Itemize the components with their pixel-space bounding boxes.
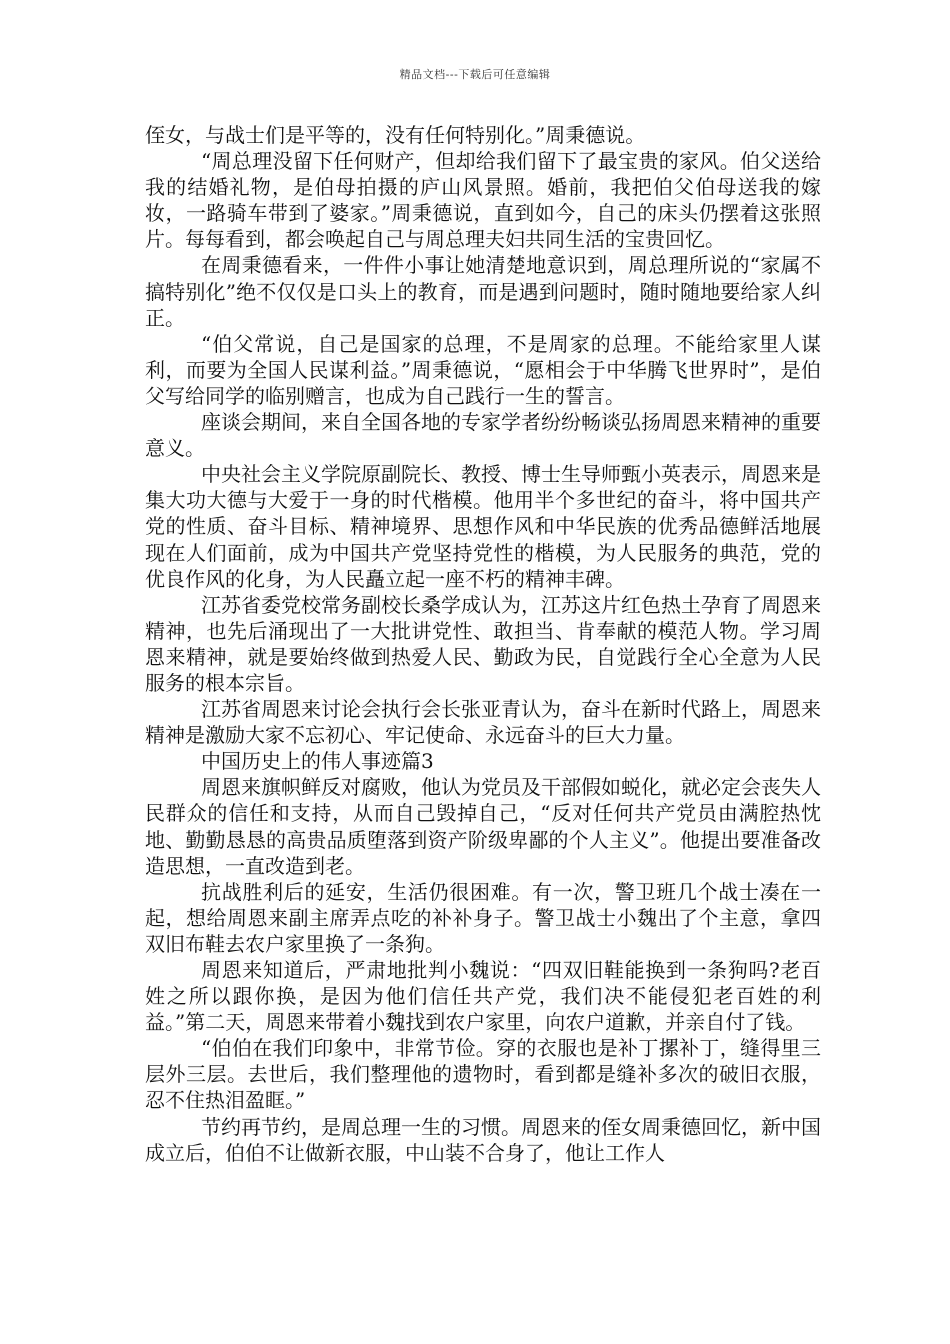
paragraph: 周恩来旗帜鲜反对腐败，他认为党员及干部假如蜕化，就必定会丧失人民群众的信任和支持，从而自己毁掉自己，“反对任何共产党员由满腔热忱地、勤勤恳恳的高贵品质堕落到资产阶级卑鄙的个人主义”。他提出要准备改造思想，一直改造到老。: [145, 775, 821, 878]
paragraph: 江苏省委党校常务副校长桑学成认为，江苏这片红色热土孕育了周恩来精神，也先后涌现出了一大批讲党性、敢担当、肯奉献的模范人物。学习周恩来精神，就是要始终做到热爱人民、勤政为民，自觉践行全心全意为人民服务的根本宗旨。: [145, 592, 821, 695]
paragraph: 座谈会期间，来自全国各地的专家学者纷纷畅谈弘扬周恩来精神的重要意义。: [145, 410, 821, 461]
paragraph: 抗战胜利后的延安，生活仍很困难。有一次，警卫班几个战士凑在一起，想给周恩来副主席弄点吃的补补身子。警卫战士小魏出了个主意，拿四双旧布鞋去农户家里换了一条狗。: [145, 879, 821, 956]
paragraph: 中央社会主义学院原副院长、教授、博士生导师甄小英表示，周恩来是集大功大德与大爱于一身的时代楷模。他用半个多世纪的奋斗，将中国共产党的性质、奋斗目标、精神境界、思想作风和中华民族的优秀品德鲜活地展现在人们面前，成为中国共产党坚持党性的楷模，为人民服务的典范，党的优良作风的化身，为人民矗立起一座不朽的精神丰碑。: [145, 462, 821, 591]
paragraph: “伯父常说，自己是国家的总理，不是周家的总理。不能给家里人谋利，而要为全国人民谋利益。”周秉德说，“愿相会于中华腾飞世界时”，是伯父写给同学的临别赠言，也成为自己践行一生的誓言。: [145, 331, 821, 408]
section-heading: 中国历史上的伟人事迹篇3: [201, 749, 434, 774]
paragraph: “周总理没留下任何财产，但却给我们留下了最宝贵的家风。伯父送给我的结婚礼物，是伯母拍摄的庐山风景照。婚前，我把伯父伯母送我的嫁妆，一路骑车带到了婆家。”周秉德说，直到如今，自己的床头仍摆着这张照片。每每看到，都会唤起自己与周总理夫妇共同生活的宝贵回忆。: [145, 149, 821, 252]
page-header: 精品文档---下载后可任意编辑: [399, 68, 551, 81]
paragraph: 周恩来知道后，严肃地批判小魏说：“四双旧鞋能换到一条狗吗?老百姓之所以跟你换，是因为他们信任共产党，我们决不能侵犯老百姓的利益。”第二天，周恩来带着小魏找到农户家里，向农户道歉，并亲自付了钱。: [145, 958, 821, 1035]
paragraph: 节约再节约，是周总理一生的习惯。周恩来的侄女周秉德回忆，新中国成立后，伯伯不让做新衣服，中山装不合身了，他让工作人: [145, 1114, 821, 1165]
paragraph: 江苏省周恩来讨论会执行会长张亚青认为，奋斗在新时代路上，周恩来精神是激励大家不忘初心、牢记使命、永远奋斗的巨大力量。: [145, 697, 821, 748]
paragraph: “伯伯在我们印象中，非常节俭。穿的衣服也是补丁摞补丁，缝得里三层外三层。去世后，我们整理他的遗物时，看到都是缝补多次的破旧衣服，忍不住热泪盈眶。”: [145, 1036, 821, 1113]
paragraph: 侄女，与战士们是平等的，没有任何特别化。”周秉德说。: [145, 123, 646, 147]
document-body: [145, 122, 821, 1166]
paragraph: 在周秉德看来，一件件小事让她清楚地意识到，周总理所说的“家属不搞特别化”绝不仅仅是口头上的教育，而是遇到问题时，随时随地要给家人纠正。: [145, 253, 821, 330]
